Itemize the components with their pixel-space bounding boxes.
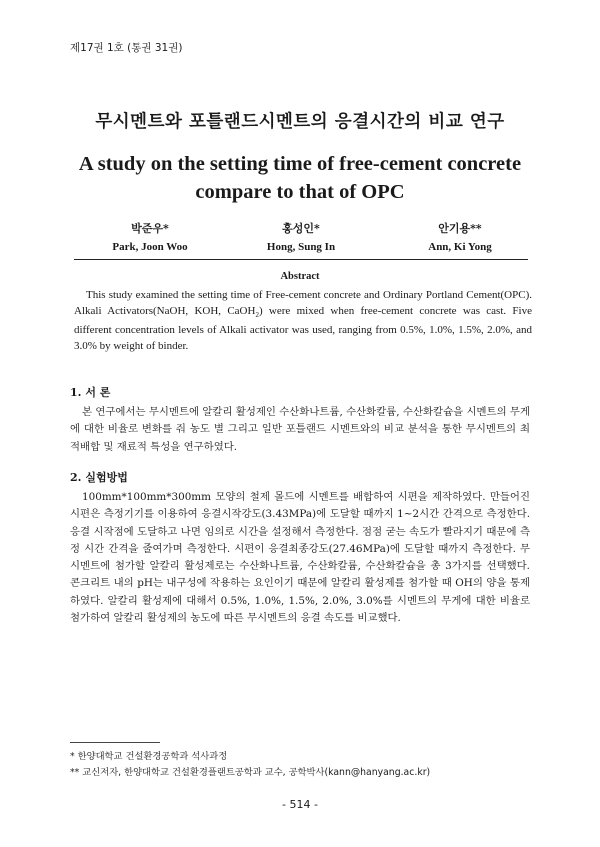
- footnote-1: * 한양대학교 건설환경공학과 석사과정: [70, 751, 228, 762]
- running-head: 제17권 1호 (통권 31권): [70, 42, 183, 54]
- section-1-body: 본 연구에서는 무시멘트에 알칼리 활성제인 수산화나트륨, 수산화칼륨, 수산화칼슘을 시멘트의 무게에 대한 비율로 변화를 줘 농도 별 그리고 일반 포틀랜드 시멘트와의 비교 분석을 통한 무시멘트의 최적배합 및 재료적 특성을 연구하였다.: [70, 406, 530, 453]
- author-3-english-name: Ann, Ki Yong: [428, 241, 492, 253]
- abstract-body: [74, 288, 532, 355]
- author-3-korean-name: 안기용**: [438, 222, 482, 235]
- section-2-heading: 2. 실험방법: [70, 471, 128, 484]
- page-number: - 514 -: [282, 798, 318, 811]
- author-1: [70, 220, 230, 253]
- abstract-text-part1: This study examined the setting time of Free-cement concrete and Ordinary Portland Cement(OPC). Alkali Activators(NaOH, KOH, CaOH: [74, 289, 532, 317]
- author-3: [380, 220, 540, 253]
- footnote-divider: [70, 742, 160, 743]
- english-title-line2: compare to that of OPC: [195, 181, 405, 203]
- section-1-heading: 1. 서 론: [70, 386, 111, 399]
- english-title-line1: A study on the setting time of free-cement concrete: [78, 153, 522, 175]
- header-divider: [74, 259, 528, 260]
- footnote-2: ** 교신저자, 한양대학교 건설환경플랜트공학과 교수, 공학박사(kann@hanyang.ac.kr): [70, 767, 431, 778]
- author-1-korean-name: 박준우*: [131, 222, 169, 235]
- section-2-body: 100mm*100mm*300mm 모양의 철제 몰드에 시멘트를 배합하여 시편을 제작하였다. 만들어진 시편은 측정기기를 이용하여 응결시작강도(3.43MPa)에 도달할 때까지 1~2시간 간격으로 측정한다. 응결 시작점에 도달하고 나면 임의로 시간을 설정해서 측정한다. 점점 굳는 속도가 빨라지기 때문에 측정 시간 간격을 줄여가며 측정한다. 시편이 응결최종강도(27.46MPa)에 도달할 때까지 측정한다. 무시멘트에 첨가할 알칼리 활성제로는 수산화나트륨, 수산화칼륨, 수산화칼슘을 총 3가지를 선택했다. 콘크리트 내의 pH는 내구성에 작용하는 요인이기 때문에 알칼리 활성제를 첨가할 때 OH의 양을 통제하였다. 알칼리 활성제에 대해서 0.5%, 1.0%, 1.5%, 2.0%, 3.0%를 시멘트의 무게에 대한 비율로 첨가하여 알칼리 활성제의 농도에 따른 무시멘트의 응결 속도를 비교했다.: [70, 491, 530, 625]
- abstract-heading: Abstract: [280, 271, 320, 282]
- abstract-subscript: 2: [255, 310, 259, 319]
- author-2-korean-name: 홍성인*: [282, 222, 320, 235]
- english-title: [60, 150, 540, 206]
- author-2-english-name: Hong, Sung In: [266, 241, 336, 253]
- abstract-text-part2: ) were mixed when free-cement concrete was cast. Five different concentration levels of Alkali activator was used, ranging from 0.5%, 1.0%, 1.5%, 2.0%, and 3.0% by weight of binder.: [74, 304, 532, 352]
- author-1-english-name: Park, Joon Woo: [112, 241, 188, 253]
- korean-title: 무시멘트와 포틀랜드시멘트의 응결시간의 비교 연구: [95, 112, 505, 132]
- author-2: [221, 220, 381, 253]
